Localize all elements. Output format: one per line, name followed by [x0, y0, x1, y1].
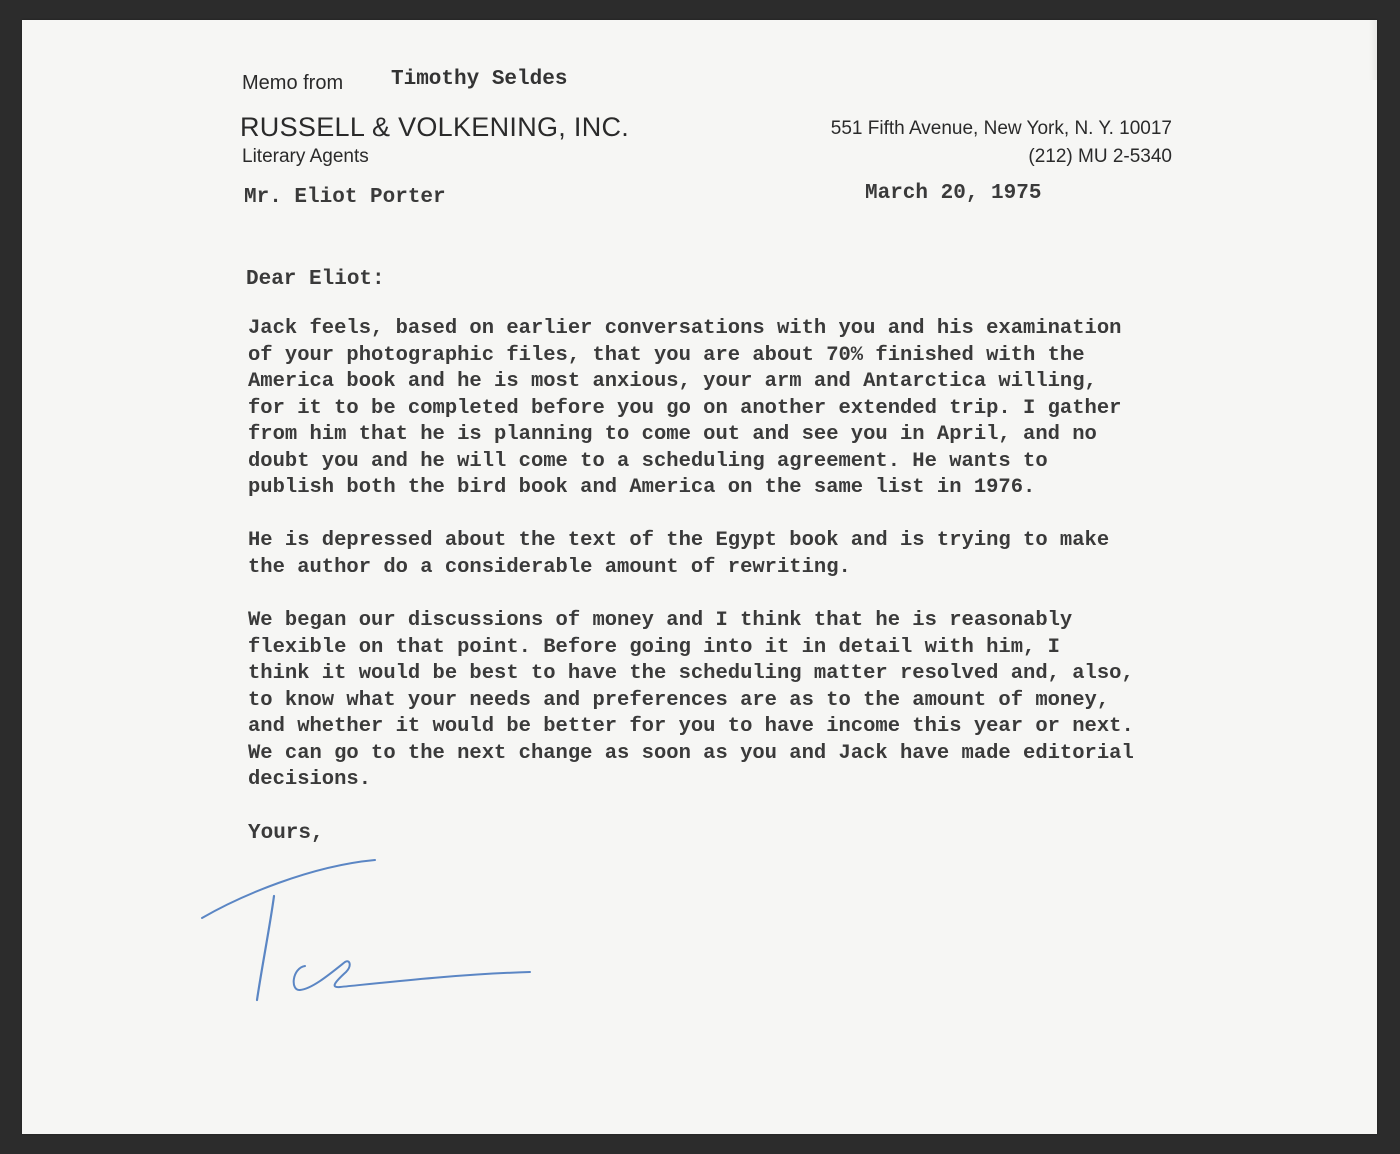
- closing: Yours,: [248, 822, 324, 845]
- signature-stroke: [294, 961, 530, 990]
- letter-date: March 20, 1975: [865, 182, 1042, 205]
- paragraph-line: We began our discussions of money and I think that he is reasonably: [248, 609, 1073, 632]
- paragraph-2: [248, 528, 1109, 581]
- memo-from-label: Memo from: [242, 72, 344, 94]
- paragraph-1: [248, 316, 1121, 502]
- paragraph-line: to know what your needs and preferences are as to the amount of money,: [248, 688, 1110, 712]
- salutation: Dear Eliot:: [246, 268, 385, 291]
- paragraph-line: doubt you and he will come to a scheduling agreement. He wants to: [248, 449, 1048, 473]
- company-address: 551 Fifth Avenue, New York, N. Y. 10017: [830, 118, 1172, 139]
- recipient: Mr. Eliot Porter: [244, 186, 446, 209]
- company-tagline: Literary Agents: [242, 146, 369, 167]
- company-name: RUSSELL & VOLKENING, INC.: [240, 112, 630, 142]
- paragraph-line: for it to be completed before you go on another extended trip. I gather: [248, 396, 1122, 420]
- handwritten-signature: [200, 856, 540, 1006]
- paragraph-line: We can go to the next change as soon as you and Jack have made editorial: [248, 741, 1134, 765]
- signature-stroke: [257, 896, 274, 1000]
- paragraph-line: and whether it would be better for you to have income this year or next.: [248, 715, 1134, 738]
- paragraph-line: Jack feels, based on earlier conversations with you and his examination: [248, 317, 1122, 340]
- company-phone: (212) MU 2-5340: [1028, 146, 1172, 167]
- page-edge: [1369, 20, 1377, 80]
- paragraph-line: decisions.: [248, 768, 372, 791]
- paragraph-line: flexible on that point. Before going into it in detail with him, I: [248, 635, 1060, 659]
- paragraph-3: [248, 608, 1134, 794]
- paragraph-line: of your photographic files, that you are about 70% finished with the: [248, 343, 1085, 367]
- paragraph-line: America book and he is most anxious, your arm and Antarctica willing,: [248, 370, 1097, 393]
- signature-stroke: [202, 860, 375, 918]
- paragraph-line: from him that he is planning to come out and see you in April, and no: [248, 423, 1097, 446]
- paragraph-line: He is depressed about the text of the Egypt book and is trying to make: [248, 529, 1110, 552]
- paragraph-line: the author do a considerable amount of rewriting.: [248, 555, 851, 579]
- memo-from-name: Timothy Seldes: [391, 68, 568, 91]
- paragraph-line: publish both the bird book and America on the same list in 1976.: [248, 476, 1036, 499]
- paragraph-line: think it would be best to have the scheduling matter resolved and, also,: [248, 662, 1134, 685]
- letter-page: [22, 20, 1377, 1134]
